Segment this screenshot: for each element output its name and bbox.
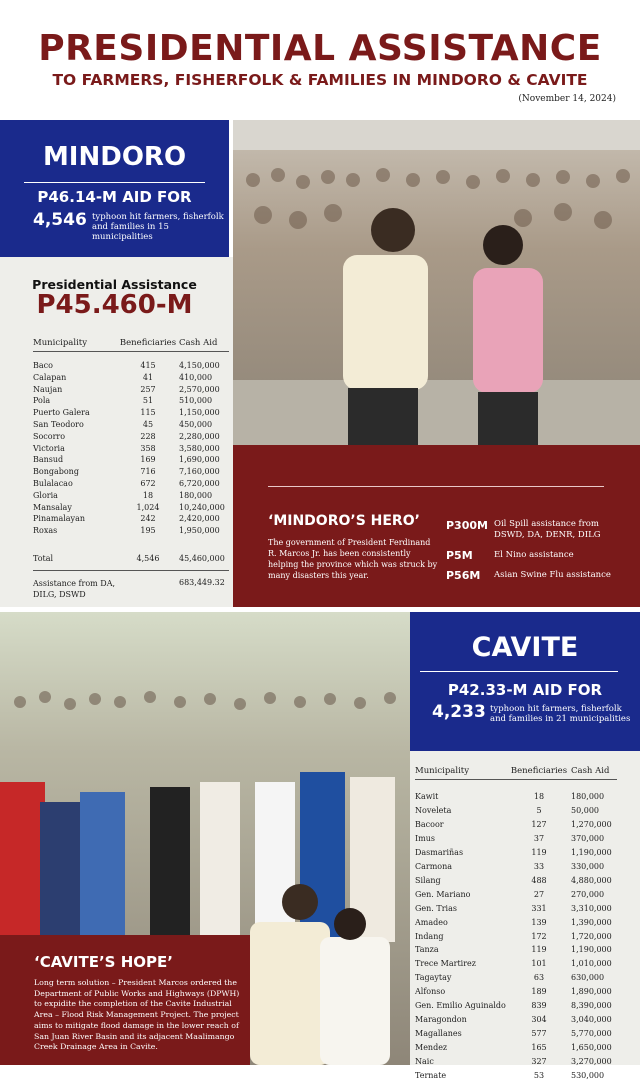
table-row <box>33 395 229 407</box>
col-beneficiaries: Beneficiaries <box>117 338 179 352</box>
table-row <box>415 1013 617 1027</box>
cell-cash-aid: 2,280,000 <box>179 431 229 443</box>
cell-municipality: Gen. Emilio Aguinaldo <box>415 999 507 1013</box>
table-row <box>33 466 229 478</box>
cell-municipality: Pinamalayan <box>33 513 117 525</box>
cell-municipality: Bongabong <box>33 466 117 478</box>
cell-beneficiaries: 53 <box>507 1069 571 1083</box>
table-row <box>415 1041 617 1055</box>
hero-amount-3: P56M <box>446 569 480 582</box>
table-row <box>415 874 617 888</box>
mindoro-total-row <box>33 553 229 570</box>
other-assistance-label: Assistance from DA, DILG, DSWD <box>33 578 123 600</box>
table-row <box>415 818 617 832</box>
cell-cash-aid: 1,690,000 <box>179 454 229 466</box>
cavite-table <box>415 766 617 1083</box>
cell-municipality: Gloria <box>33 490 117 502</box>
cavite-divider <box>420 671 618 672</box>
cell-cash-aid: 2,570,000 <box>179 384 229 396</box>
other-assistance-value: 683,449.32 <box>179 578 225 587</box>
cell-municipality: Magallanes <box>415 1027 507 1041</box>
table-row <box>415 943 617 957</box>
cell-beneficiaries: 716 <box>117 466 179 478</box>
hero-text-3: Asian Swine Flu assistance <box>494 570 624 581</box>
cavite-aid-headline: P42.33-M AID FOR <box>410 681 640 699</box>
cavite-heading: CAVITE <box>410 632 640 663</box>
table-row <box>415 957 617 971</box>
cell-municipality: Dasmariñas <box>415 846 507 860</box>
mindoro-beneficiary-count: 4,546 <box>33 210 87 230</box>
mindoro-heading: MINDORO <box>0 142 229 172</box>
cell-cash-aid: 1,390,000 <box>571 916 617 930</box>
cell-beneficiaries: 115 <box>117 407 179 419</box>
mindoro-aid-headline: P46.14-M AID FOR <box>0 188 229 206</box>
presidential-assistance-amount: P45.460-M <box>0 290 229 320</box>
cell-cash-aid: 5,770,000 <box>571 1027 617 1041</box>
mindoro-divider <box>24 182 205 183</box>
cell-beneficiaries: 839 <box>507 999 571 1013</box>
table-row <box>33 372 229 384</box>
cell-municipality: Bansud <box>33 454 117 466</box>
cell-municipality: Tanza <box>415 943 507 957</box>
cell-municipality: Mendez <box>415 1041 507 1055</box>
cell-cash-aid: 50,000 <box>571 804 617 818</box>
hope-body: Long term solution – President Marcos ordered the Department of Public Works and Highways (DPWH) to expidite the completion of the Cavite Industrial Area – Flood Risk Management Project. The project aims to mitigate flood damage in the lower reach of San Juan River Basin and its adjacent Maalimango Creek Drainage Area in Cavite. <box>34 978 244 1053</box>
cell-beneficiaries: 327 <box>507 1055 571 1069</box>
presidential-assistance-label: Presidential Assistance <box>0 277 229 292</box>
cell-cash-aid: 2,420,000 <box>179 513 229 525</box>
hero-divider <box>268 486 604 487</box>
cell-beneficiaries: 172 <box>507 930 571 944</box>
cell-cash-aid: 1,650,000 <box>571 1041 617 1055</box>
cell-municipality: Tagaytay <box>415 971 507 985</box>
table-row <box>33 513 229 525</box>
mindoro-table <box>33 338 229 537</box>
cell-cash-aid: 3,580,000 <box>179 443 229 455</box>
cell-beneficiaries: 18 <box>507 780 571 804</box>
cell-cash-aid: 1,150,000 <box>179 407 229 419</box>
cavite-beneficiary-count: 4,233 <box>432 702 486 722</box>
mindoro-event-photo <box>233 120 640 445</box>
cell-beneficiaries: 45 <box>117 419 179 431</box>
cell-cash-aid: 410,000 <box>179 372 229 384</box>
cell-municipality: Bulalacao <box>33 478 117 490</box>
col-municipality: Municipality <box>33 338 117 352</box>
cell-beneficiaries: 33 <box>507 860 571 874</box>
hero-title: ‘MINDORO’S HERO’ <box>268 513 420 529</box>
table-row <box>415 916 617 930</box>
mindoro-table-body <box>33 352 229 537</box>
mindoro-total-wrap <box>33 553 229 571</box>
table-row <box>33 502 229 514</box>
cell-cash-aid: 630,000 <box>571 971 617 985</box>
cell-beneficiaries: 331 <box>507 902 571 916</box>
cell-cash-aid: 10,240,000 <box>179 502 229 514</box>
cell-beneficiaries: 27 <box>507 888 571 902</box>
cell-beneficiaries: 169 <box>117 454 179 466</box>
cell-beneficiaries: 577 <box>507 1027 571 1041</box>
cell-municipality: Roxas <box>33 525 117 537</box>
cell-beneficiaries: 119 <box>507 943 571 957</box>
cavite-table-wrap <box>415 766 617 1083</box>
table-row <box>415 888 617 902</box>
cell-municipality: Kawit <box>415 780 507 804</box>
total-cash-aid: 45,460,000 <box>179 553 229 570</box>
cell-municipality: Noveleta <box>415 804 507 818</box>
cavite-col-beneficiaries: Beneficiaries <box>507 766 571 780</box>
page-subtitle: TO FARMERS, FISHERFOLK & FAMILIES IN MINDORO & CAVITE <box>0 71 640 89</box>
cell-municipality: Maragondon <box>415 1013 507 1027</box>
cell-cash-aid: 3,040,000 <box>571 1013 617 1027</box>
table-row <box>415 1069 617 1083</box>
cell-municipality: Pola <box>33 395 117 407</box>
hero-body: The government of President Ferdinand R. Marcos Jr. has been consistently helping the province which was struck by many disasters this year. <box>268 537 438 581</box>
cell-municipality: Gen. Mariano <box>415 888 507 902</box>
table-row <box>33 431 229 443</box>
cell-beneficiaries: 127 <box>507 818 571 832</box>
cell-cash-aid: 1,950,000 <box>179 525 229 537</box>
cell-beneficiaries: 488 <box>507 874 571 888</box>
cell-cash-aid: 330,000 <box>571 860 617 874</box>
cell-cash-aid: 3,310,000 <box>571 902 617 916</box>
table-row <box>33 454 229 466</box>
hope-title: ‘CAVITE’S HOPE’ <box>34 953 173 971</box>
table-row <box>415 999 617 1013</box>
cell-cash-aid: 8,390,000 <box>571 999 617 1013</box>
cell-cash-aid: 370,000 <box>571 832 617 846</box>
cavite-table-body <box>415 780 617 1083</box>
cavite-count-description: typhoon hit farmers, fisherfolk and families in 21 municipalities <box>490 704 638 724</box>
crowd-illustration <box>233 120 640 445</box>
cell-beneficiaries: 1,024 <box>117 502 179 514</box>
cell-beneficiaries: 228 <box>117 431 179 443</box>
cell-municipality: Trece Martirez <box>415 957 507 971</box>
cell-beneficiaries: 358 <box>117 443 179 455</box>
cell-cash-aid: 510,000 <box>179 395 229 407</box>
table-row <box>33 443 229 455</box>
cell-beneficiaries: 119 <box>507 846 571 860</box>
table-row <box>33 384 229 396</box>
cell-municipality: Imus <box>415 832 507 846</box>
table-row <box>415 930 617 944</box>
mindoro-table-wrap <box>33 338 229 537</box>
cell-cash-aid: 6,720,000 <box>179 478 229 490</box>
table-row <box>415 780 617 804</box>
cell-beneficiaries: 257 <box>117 384 179 396</box>
cell-beneficiaries: 242 <box>117 513 179 525</box>
cell-beneficiaries: 139 <box>507 916 571 930</box>
cell-municipality: Calapan <box>33 372 117 384</box>
cell-cash-aid: 180,000 <box>571 780 617 804</box>
cell-cash-aid: 1,190,000 <box>571 846 617 860</box>
cell-municipality: Mansalay <box>33 502 117 514</box>
cell-beneficiaries: 18 <box>117 490 179 502</box>
cell-cash-aid: 1,890,000 <box>571 985 617 999</box>
table-row <box>33 525 229 537</box>
cell-beneficiaries: 51 <box>117 395 179 407</box>
cell-cash-aid: 1,270,000 <box>571 818 617 832</box>
cell-cash-aid: 270,000 <box>571 888 617 902</box>
cell-beneficiaries: 304 <box>507 1013 571 1027</box>
hero-text-2: El Nino assistance <box>494 550 624 561</box>
table-row <box>415 832 617 846</box>
cell-beneficiaries: 415 <box>117 352 179 372</box>
cell-beneficiaries: 189 <box>507 985 571 999</box>
cell-beneficiaries: 195 <box>117 525 179 537</box>
cell-municipality: Indang <box>415 930 507 944</box>
cell-municipality: Bacoor <box>415 818 507 832</box>
cell-beneficiaries: 41 <box>117 372 179 384</box>
cell-cash-aid: 180,000 <box>179 490 229 502</box>
cell-cash-aid: 1,010,000 <box>571 957 617 971</box>
cell-cash-aid: 7,160,000 <box>179 466 229 478</box>
col-cash-aid: Cash Aid <box>179 338 229 352</box>
table-row <box>33 407 229 419</box>
cell-municipality: Naic <box>415 1055 507 1069</box>
cell-cash-aid: 4,150,000 <box>179 352 229 372</box>
cell-beneficiaries: 165 <box>507 1041 571 1055</box>
total-label: Total <box>33 553 117 570</box>
table-row <box>33 419 229 431</box>
hero-amount-2: P5M <box>446 549 473 562</box>
cell-cash-aid: 3,270,000 <box>571 1055 617 1069</box>
cell-municipality: Socorro <box>33 431 117 443</box>
cell-cash-aid: 1,720,000 <box>571 930 617 944</box>
total-beneficiaries: 4,546 <box>117 553 179 570</box>
cell-cash-aid: 450,000 <box>179 419 229 431</box>
cell-beneficiaries: 101 <box>507 957 571 971</box>
cavite-col-cash-aid: Cash Aid <box>571 766 617 780</box>
cell-beneficiaries: 63 <box>507 971 571 985</box>
mindoro-count-description: typhoon hit farmers, fisherfolk and families in 15 municipalities <box>92 212 227 242</box>
table-row <box>415 902 617 916</box>
cell-municipality: Amadeo <box>415 916 507 930</box>
cell-municipality: Ternate <box>415 1069 507 1083</box>
table-row <box>415 804 617 818</box>
cell-municipality: Baco <box>33 352 117 372</box>
page-title: PRESIDENTIAL ASSISTANCE <box>0 28 640 69</box>
cell-beneficiaries: 37 <box>507 832 571 846</box>
cell-municipality: Naujan <box>33 384 117 396</box>
cell-municipality: Victoria <box>33 443 117 455</box>
cell-municipality: Alfonso <box>415 985 507 999</box>
cell-beneficiaries: 672 <box>117 478 179 490</box>
cell-municipality: Silang <box>415 874 507 888</box>
hero-text-1: Oil Spill assistance from DSWD, DA, DENR, DILG <box>494 519 624 540</box>
cell-beneficiaries: 5 <box>507 804 571 818</box>
table-row <box>415 860 617 874</box>
cell-municipality: Puerto Galera <box>33 407 117 419</box>
table-row <box>415 971 617 985</box>
mindoro-total-table <box>33 553 229 571</box>
cell-municipality: Gen. Trias <box>415 902 507 916</box>
cell-cash-aid: 530,000 <box>571 1069 617 1083</box>
cell-municipality: San Teodoro <box>33 419 117 431</box>
cell-cash-aid: 4,880,000 <box>571 874 617 888</box>
cavite-col-municipality: Municipality <box>415 766 507 780</box>
table-row <box>415 846 617 860</box>
table-row <box>415 985 617 999</box>
cell-municipality: Carmona <box>415 860 507 874</box>
table-row <box>33 352 229 372</box>
cell-cash-aid: 1,190,000 <box>571 943 617 957</box>
page-date: (November 14, 2024) <box>518 94 616 104</box>
table-row <box>33 478 229 490</box>
table-row <box>33 490 229 502</box>
table-row <box>415 1027 617 1041</box>
table-row <box>415 1055 617 1069</box>
hero-amount-1: P300M <box>446 519 488 532</box>
